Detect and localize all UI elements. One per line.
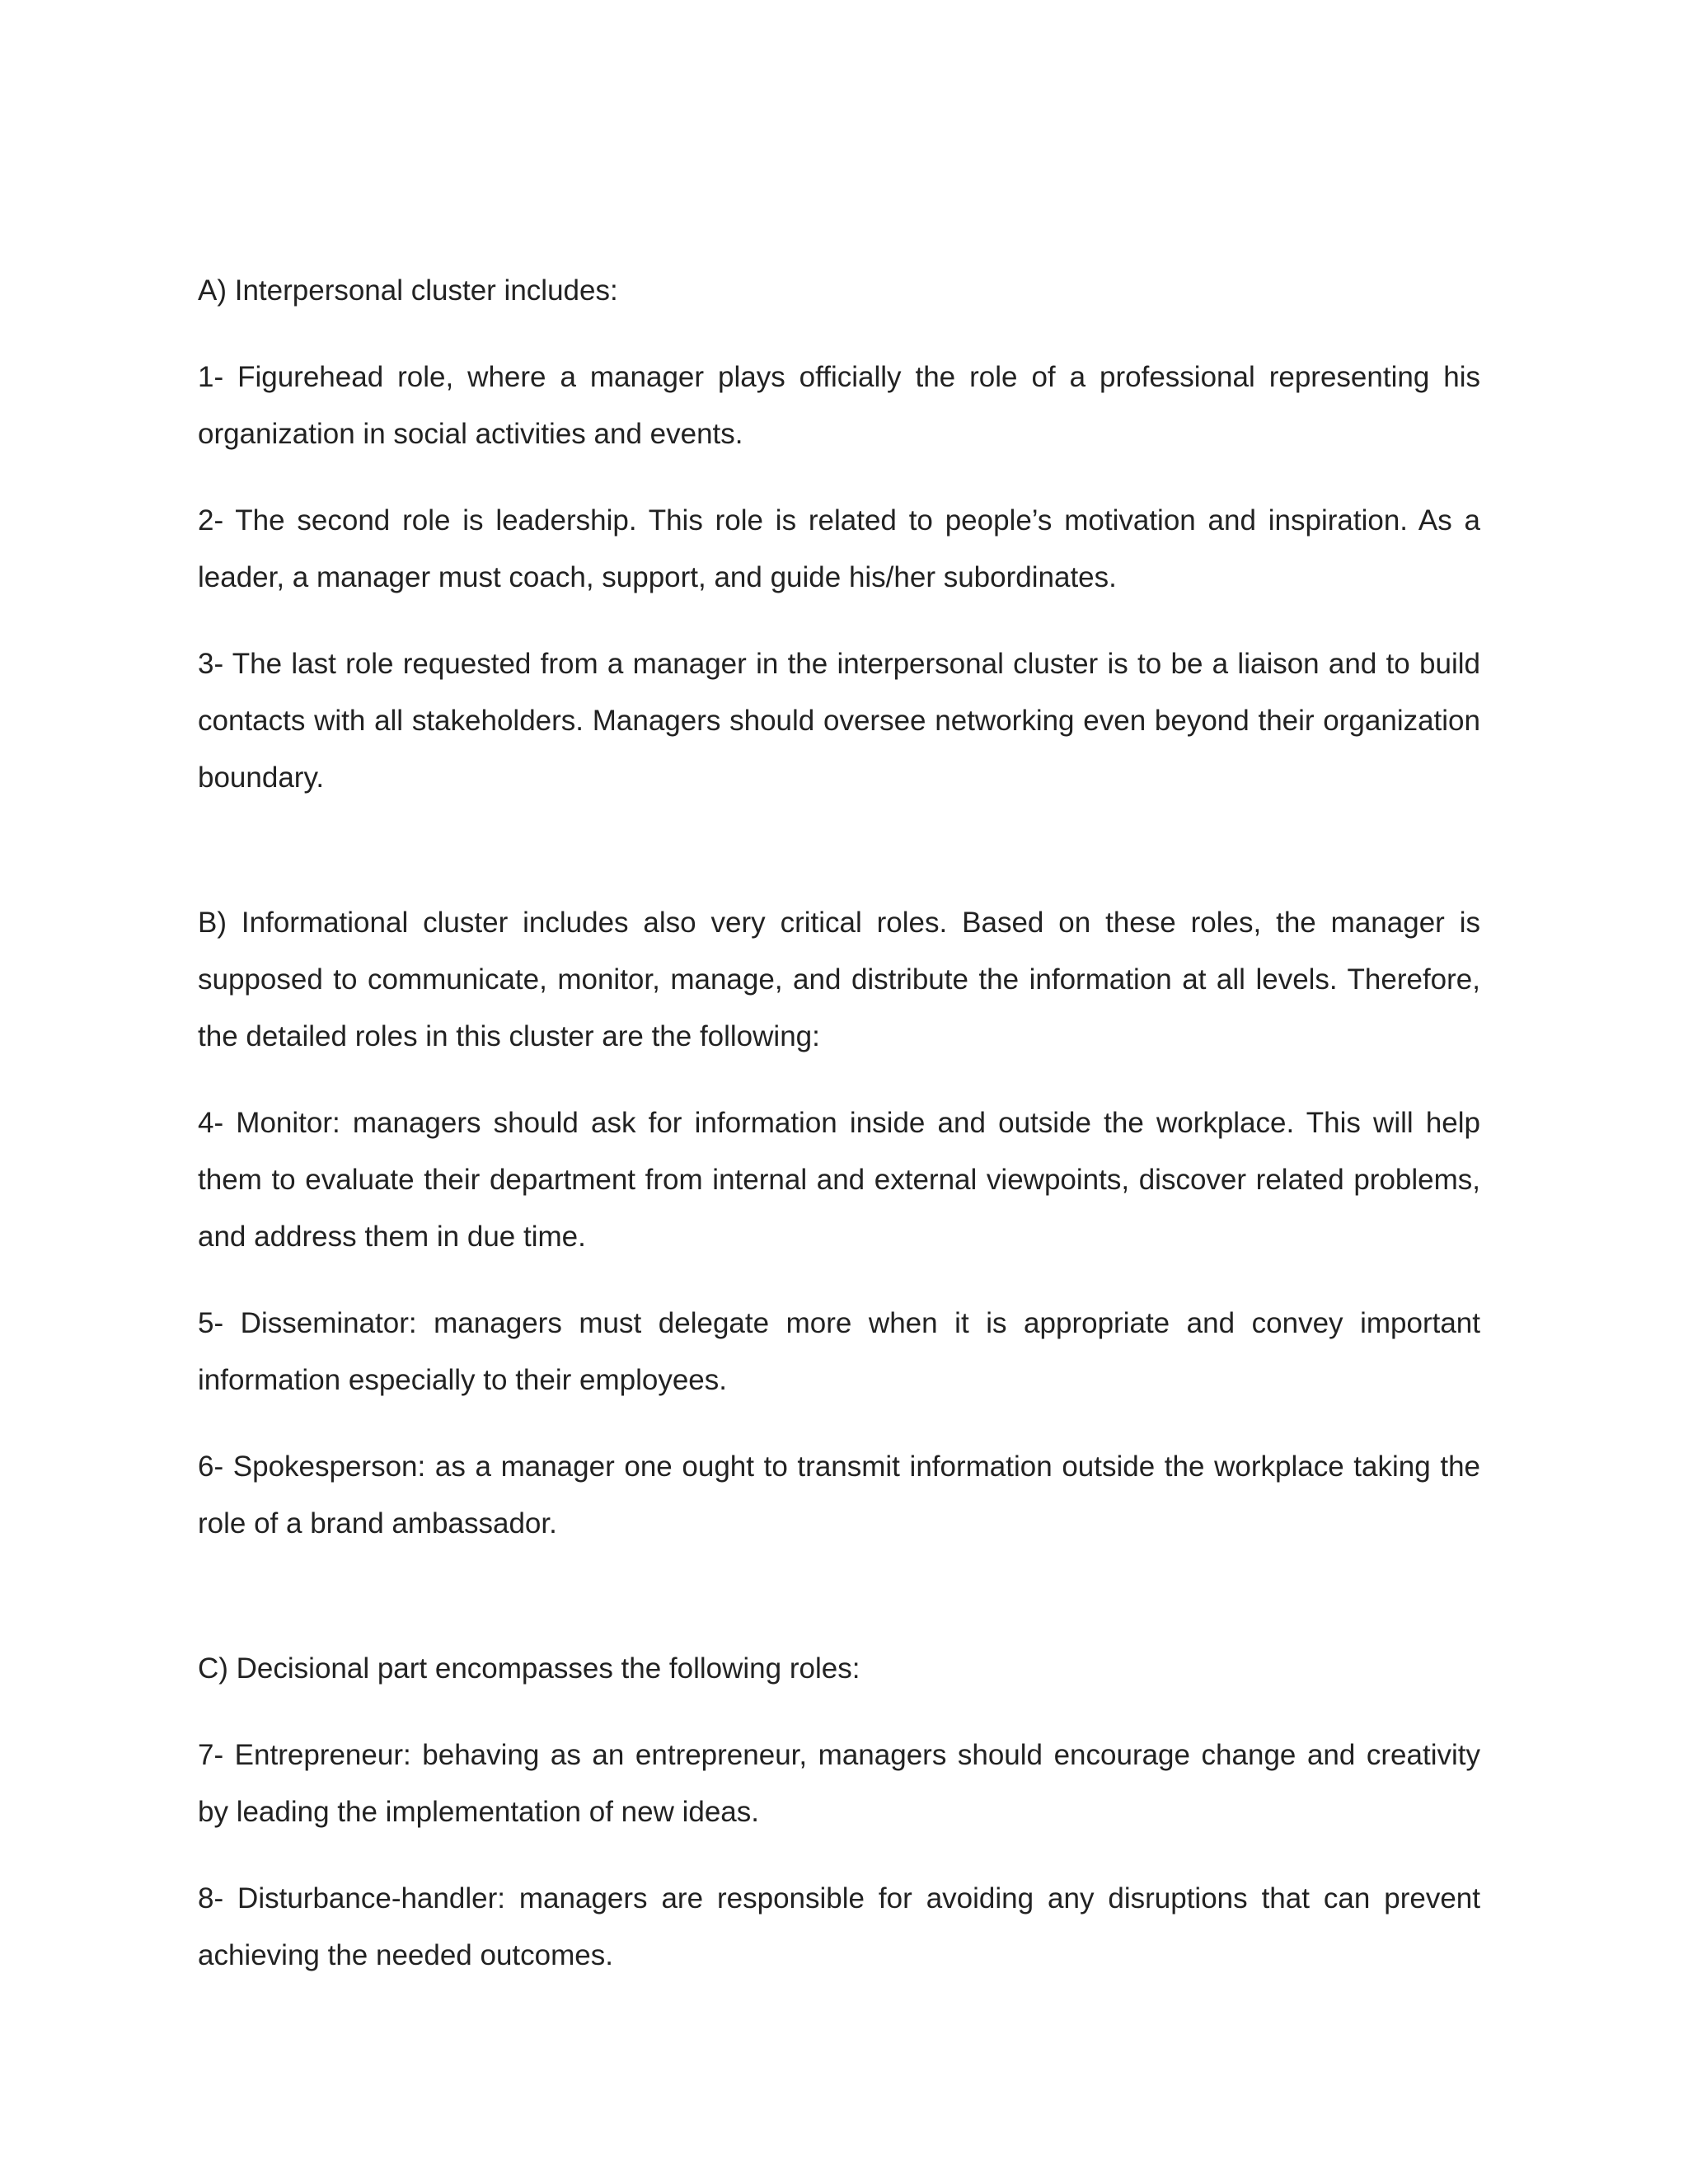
- role-7-entrepreneur: 7- Entrepreneur: behaving as an entrepreneur, managers should encourage change and creativity by leading the implementation of new ideas.: [198, 1739, 1480, 1828]
- role-6-spokesperson: 6- Spokesperson: as a manager one ought to transmit information outside the workplace taking the role of a brand ambassador.: [198, 1451, 1480, 1540]
- role-2-leadership: 2- The second role is leadership. This role is related to people’s motivation and inspiration. As a leader, a manager must coach, support, and guide his/her subordinates.: [198, 504, 1480, 593]
- section-a-heading: A) Interpersonal cluster includes:: [198, 274, 618, 307]
- role-4-monitor: 4- Monitor: managers should ask for information inside and outside the workplace. This will help them to evaluate their department from internal and external viewpoints, discover related problems, and address them in due time.: [198, 1107, 1480, 1253]
- section-c-heading: C) Decisional part encompasses the following roles:: [198, 1652, 860, 1685]
- section-b-intro: B) Informational cluster includes also very critical roles. Based on these roles, the manager is supposed to communicate, monitor, manage, and distribute the information at all levels. Therefore, the detailed roles in this cluster are the following:: [198, 907, 1480, 1052]
- role-5-disseminator: 5- Disseminator: managers must delegate more when it is appropriate and convey important information especially to their employees.: [198, 1307, 1480, 1396]
- role-8-disturbance-handler: 8- Disturbance-handler: managers are responsible for avoiding any disruptions that can prevent achieving the needed outcomes.: [198, 1882, 1480, 1971]
- role-3-liaison: 3- The last role requested from a manager in the interpersonal cluster is to be a liaison and to build contacts with all stakeholders. Managers should oversee networking even beyond their organization boundary.: [198, 648, 1480, 794]
- document-body: [198, 262, 1480, 2013]
- role-1-figurehead: 1- Figurehead role, where a manager plays officially the role of a professional representing his organization in social activities and events.: [198, 361, 1480, 450]
